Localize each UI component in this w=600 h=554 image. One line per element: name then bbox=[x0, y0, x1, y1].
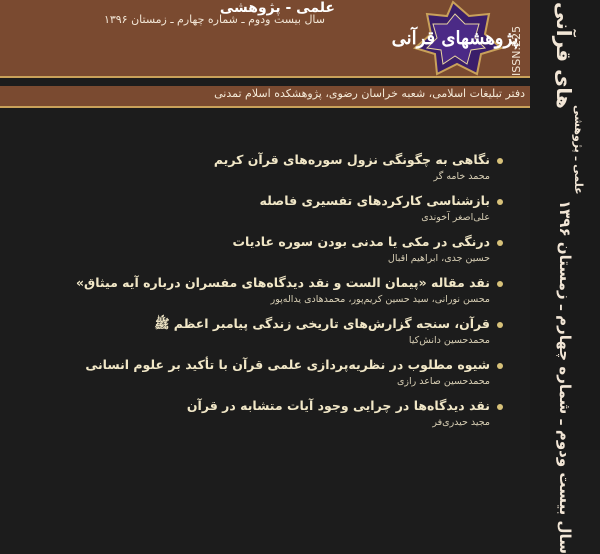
toc-item bbox=[0, 150, 510, 184]
toc-item bbox=[0, 396, 510, 430]
bullet-icon bbox=[497, 240, 503, 246]
toc-title: شیوه مطلوب در نظریه‌پردازی علمی قرآن با تأکید بر علوم انسانی bbox=[85, 357, 490, 372]
toc-author: علی‌اصغر آخوندی bbox=[421, 212, 490, 223]
toc-title: درنگی در مکی یا مدنی بودن سوره عادیات bbox=[232, 234, 490, 249]
bullet-icon bbox=[497, 199, 503, 205]
bullet-icon bbox=[497, 363, 503, 369]
publisher-line: دفتر تبلیغات اسلامی، شعبه خراسان رضوی، پژوهشکده اسلام تمدنی bbox=[214, 87, 525, 100]
bullet-icon bbox=[497, 404, 503, 410]
toc-author: محمدحسین صاعد رازی bbox=[396, 376, 490, 387]
toc-author: حسین جدی، ابراهیم اقبال bbox=[387, 253, 490, 264]
bullet-icon bbox=[497, 158, 503, 164]
issn-label: ISSN:225 bbox=[510, 25, 523, 76]
logo-text: پژوهشهای قرآنی bbox=[391, 28, 519, 49]
toc-item bbox=[0, 314, 510, 348]
toc-title: بازشناسی کارکردهای تفسیری فاصله bbox=[259, 193, 490, 208]
toc-author: محسن نورانی، سید حسین کریم‌پور، محمدهادی یداله‌پور bbox=[270, 294, 490, 305]
journal-logo bbox=[355, 0, 530, 76]
table-of-contents bbox=[0, 150, 510, 437]
toc-author: محمد خامه گر bbox=[433, 171, 490, 182]
toc-title: نقد دیدگاه‌ها در چرایی وجود آیات متشابه در قرآن bbox=[186, 398, 490, 413]
spine-type: علمی ـ پژوهشی bbox=[572, 105, 585, 195]
toc-item bbox=[0, 191, 510, 225]
toc-author: محمدحسین دانش‌کیا bbox=[408, 335, 490, 346]
spine-title: های قرآنی bbox=[552, 2, 576, 109]
issue-line: سال بیست ودوم ـ شماره چهارم ـ زمستان ۱۳۹۶ bbox=[103, 13, 325, 26]
toc-item bbox=[0, 355, 510, 389]
header-divider bbox=[0, 76, 530, 78]
journal-tagline: علمی - پژوهشی bbox=[219, 0, 335, 16]
toc-item bbox=[0, 273, 510, 307]
bullet-icon bbox=[497, 322, 503, 328]
spine-issue: سال بیست ودوم ـ شماره چهارم ـ زمستان ۱۳۹۶ bbox=[556, 200, 574, 554]
toc-title: نگاهی به چگونگی نزول سوره‌های قرآن کریم bbox=[213, 152, 490, 167]
toc-item bbox=[0, 232, 510, 266]
toc-author: مجید حیدری‌فر bbox=[432, 417, 490, 428]
toc-title: قرآن، سنجه گزارش‌های تاریخی زندگی پیامبر اعظم ﷺ bbox=[154, 316, 490, 331]
toc-title: نقد مقاله «پیمان الست و نقد دیدگاه‌های مفسران درباره آیه میثاق» bbox=[75, 275, 490, 290]
bullet-icon bbox=[497, 281, 503, 287]
